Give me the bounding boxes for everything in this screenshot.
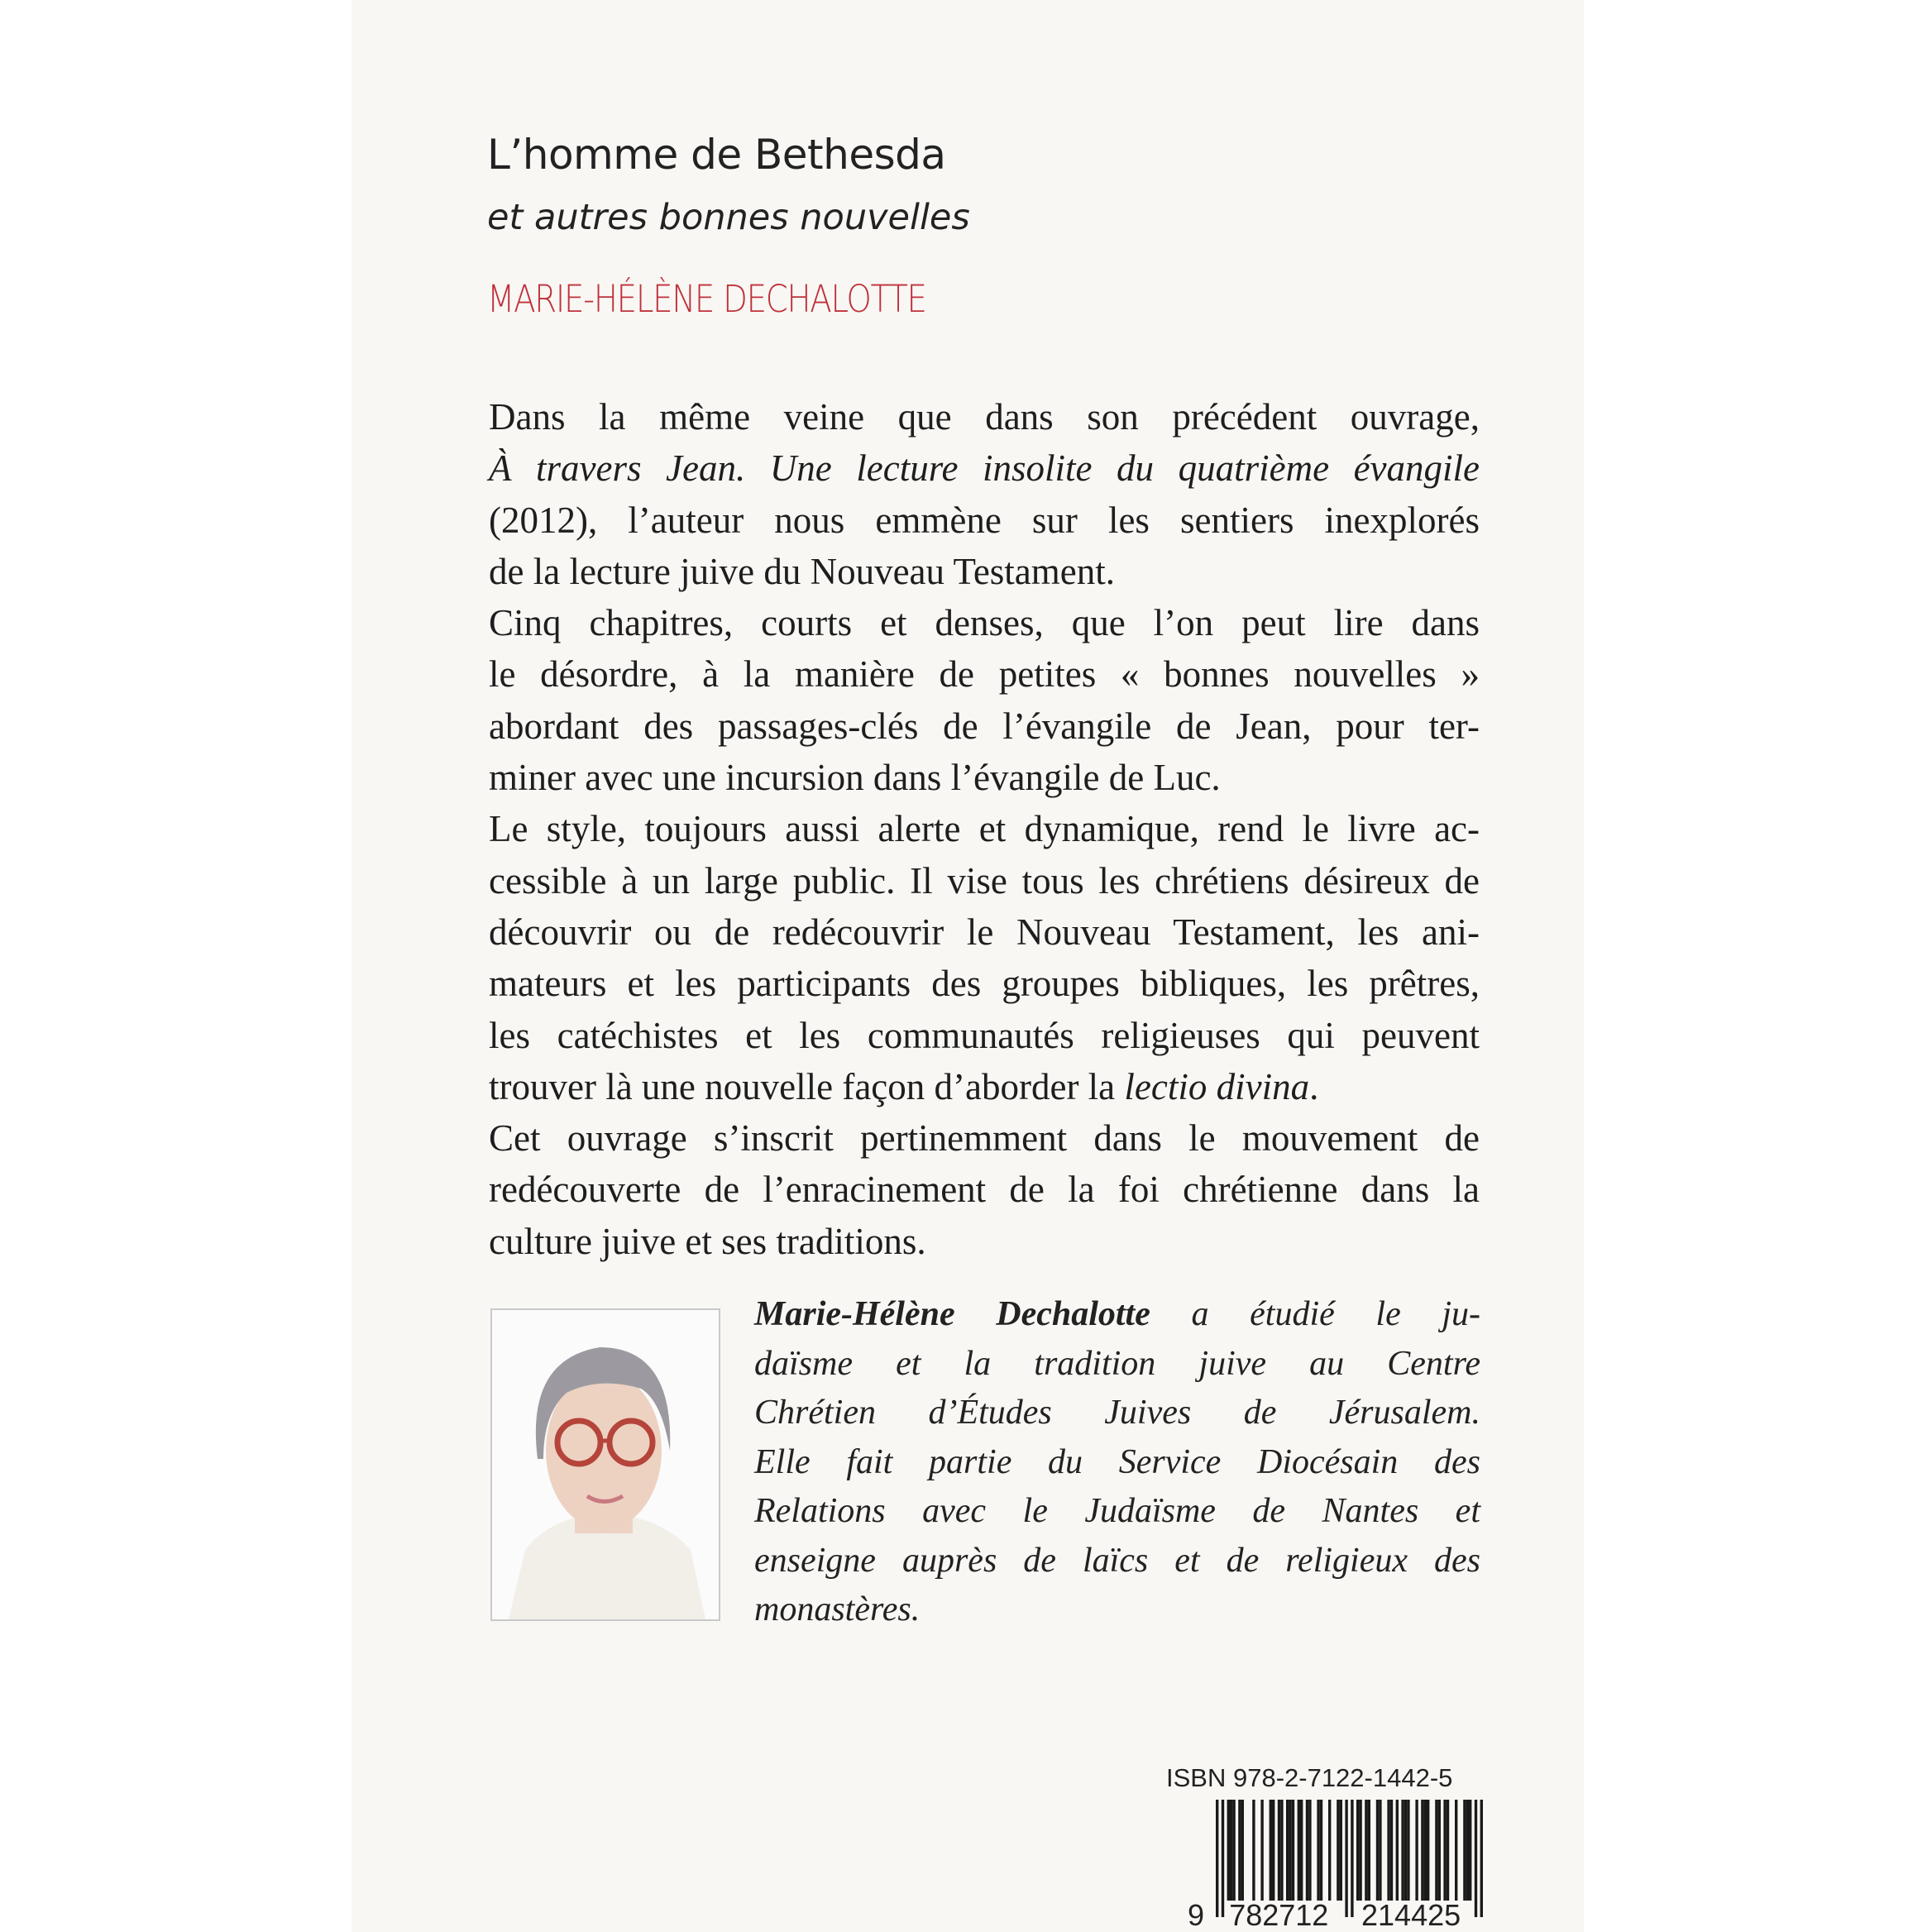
blurb-text: . <box>1309 1065 1319 1107</box>
barcode-bar <box>1435 1800 1437 1901</box>
barcode-bar <box>1356 1800 1359 1901</box>
barcode-bar <box>1480 1800 1483 1917</box>
barcode-bar <box>1320 1800 1322 1901</box>
author-photo <box>490 1308 720 1621</box>
barcode-bar <box>1447 1800 1449 1901</box>
barcode-bar <box>1252 1800 1255 1901</box>
barcode-bar <box>1396 1800 1399 1901</box>
barcode-bar <box>1443 1800 1446 1901</box>
barcode-bar <box>1306 1800 1308 1901</box>
barcode-bar <box>1415 1800 1418 1901</box>
barcode-bar <box>1421 1800 1423 1901</box>
barcode-bar <box>1241 1800 1244 1901</box>
blurb-line: le désordre, à la manière de petites « bonnes nouvelles » <box>489 653 1480 696</box>
blurb-text: trouver là une nouvelle façon d’aborder la <box>489 1065 1125 1107</box>
author-bio <box>754 1290 1480 1635</box>
blurb-line: (2012), l’auteur nous emmène sur les sentiers inexplorés <box>489 499 1480 541</box>
bio-line: monastères. <box>754 1590 921 1628</box>
barcode-bar <box>1401 1800 1404 1901</box>
barcode-bar <box>1227 1800 1230 1901</box>
barcode-digits: 9 <box>1188 1898 1205 1929</box>
barcode-bar <box>1387 1800 1389 1901</box>
blurb-italic-term: lectio divina <box>1124 1065 1310 1107</box>
blurb-line: de la lecture juive du Nouveau Testament. <box>489 550 1116 592</box>
blurb-line: mateurs et les participants des groupes bibliques, les prêtres, <box>489 963 1480 1005</box>
barcode-bar <box>1278 1800 1280 1901</box>
barcode-bar <box>1216 1800 1218 1917</box>
blurb-line: Cet ouvrage s’inscrit pertinemment dans le mouvement de <box>489 1117 1480 1160</box>
blurb-line: miner avec une incursion dans l’évangile de Luc. <box>489 757 1221 799</box>
barcode-bar <box>1424 1800 1427 1901</box>
bio-line: Relations avec le Judaïsme de Nantes et <box>754 1492 1480 1530</box>
barcode-digits: 214425 <box>1361 1898 1461 1929</box>
barcode-bar <box>1438 1800 1441 1901</box>
barcode-bar <box>1376 1800 1379 1901</box>
barcode-bar <box>1289 1800 1291 1901</box>
bio-line: Elle fait partie du Service Diocésain des <box>754 1442 1480 1481</box>
bio-text: a étudié le ju- <box>1150 1295 1480 1333</box>
blurb-line: redécouverte de l’enracinement de la foi chrétienne dans la <box>489 1169 1480 1211</box>
book-author: MARIE-HÉLÈNE DECHALOTTE <box>487 277 926 321</box>
blurb-line: Le style, toujours aussi alerte et dynamique, rend le livre ac- <box>489 808 1480 850</box>
barcode-bar <box>1232 1800 1235 1901</box>
barcode-bar <box>1238 1800 1241 1901</box>
blurb-line: À travers Jean. Une lecture insolite du quatrième évangile <box>489 447 1480 490</box>
barcode-bar <box>1300 1800 1303 1901</box>
bio-line: daïsme et la tradition juive au Centre <box>754 1344 1480 1383</box>
barcode <box>1166 1796 1489 1929</box>
barcode-bar <box>1475 1800 1477 1917</box>
barcode-bar <box>1340 1800 1342 1901</box>
book-title: L’homme de Bethesda <box>487 131 946 179</box>
barcode-bar <box>1404 1800 1407 1901</box>
barcode-bar <box>1351 1800 1353 1917</box>
barcode-bar <box>1260 1800 1263 1901</box>
barcode-bar <box>1270 1800 1272 1901</box>
barcode-bar <box>1280 1800 1283 1901</box>
isbn-label: ISBN 978-2-7122-1442-5 <box>1166 1763 1453 1792</box>
blurb-line: Dans la même veine que dans son précédent ouvrage, <box>489 396 1480 438</box>
book-subtitle: et autres bonnes nouvelles <box>487 197 970 238</box>
barcode-bar <box>1365 1800 1367 1901</box>
barcode-bar <box>1286 1800 1289 1901</box>
bio-line <box>754 1290 1480 1340</box>
barcode-bar <box>1463 1800 1466 1901</box>
barcode-bar <box>1222 1800 1224 1917</box>
blurb-line: les catéchistes et les communautés religieuses qui peuvent <box>489 1014 1480 1056</box>
barcode-bar <box>1292 1800 1294 1901</box>
barcode-bar <box>1317 1800 1319 1901</box>
author-portrait-image <box>492 1310 719 1619</box>
barcode-bar <box>1469 1800 1471 1901</box>
barcode-bar <box>1379 1800 1381 1901</box>
barcode-bar <box>1298 1800 1300 1901</box>
blurb-line: culture juive et ses traditions. <box>489 1220 926 1262</box>
barcode-bar <box>1328 1800 1331 1901</box>
blurb-line: Cinq chapitres, courts et denses, que l’on peut lire dans <box>489 602 1480 644</box>
blurb <box>489 391 1480 1267</box>
barcode-bar <box>1308 1800 1311 1901</box>
blurb-line: découvrir ou de redécouvrir le Nouveau Testament, les ani- <box>489 911 1480 953</box>
barcode-bar <box>1427 1800 1429 1901</box>
blurb-line <box>489 1061 1480 1112</box>
barcode-bar <box>1272 1800 1274 1901</box>
barcode-bar <box>1230 1800 1232 1901</box>
blurb-line: cessible à un large public. Il vise tous les chrétiens désireux de <box>489 859 1480 901</box>
barcode-bar <box>1466 1800 1469 1901</box>
bio-line: Chrétien d’Études Juives de Jérusalem. <box>754 1394 1480 1432</box>
bio-author-name: Marie-Hélène Dechalotte <box>754 1295 1150 1333</box>
barcode-bar <box>1345 1800 1347 1917</box>
barcode-bar <box>1390 1800 1393 1901</box>
bio-line: enseigne auprès de laïcs et de religieux des <box>754 1541 1480 1580</box>
barcode-bar <box>1455 1800 1457 1901</box>
barcode-digits: 782712 <box>1229 1898 1329 1929</box>
barcode-bar <box>1368 1800 1370 1901</box>
barcode-bar <box>1337 1800 1339 1901</box>
barcode-bar <box>1359 1800 1361 1901</box>
blurb-line: abordant des passages-clés de l’évangile de Jean, pour ter- <box>489 705 1480 747</box>
barcode-bar <box>1407 1800 1409 1901</box>
